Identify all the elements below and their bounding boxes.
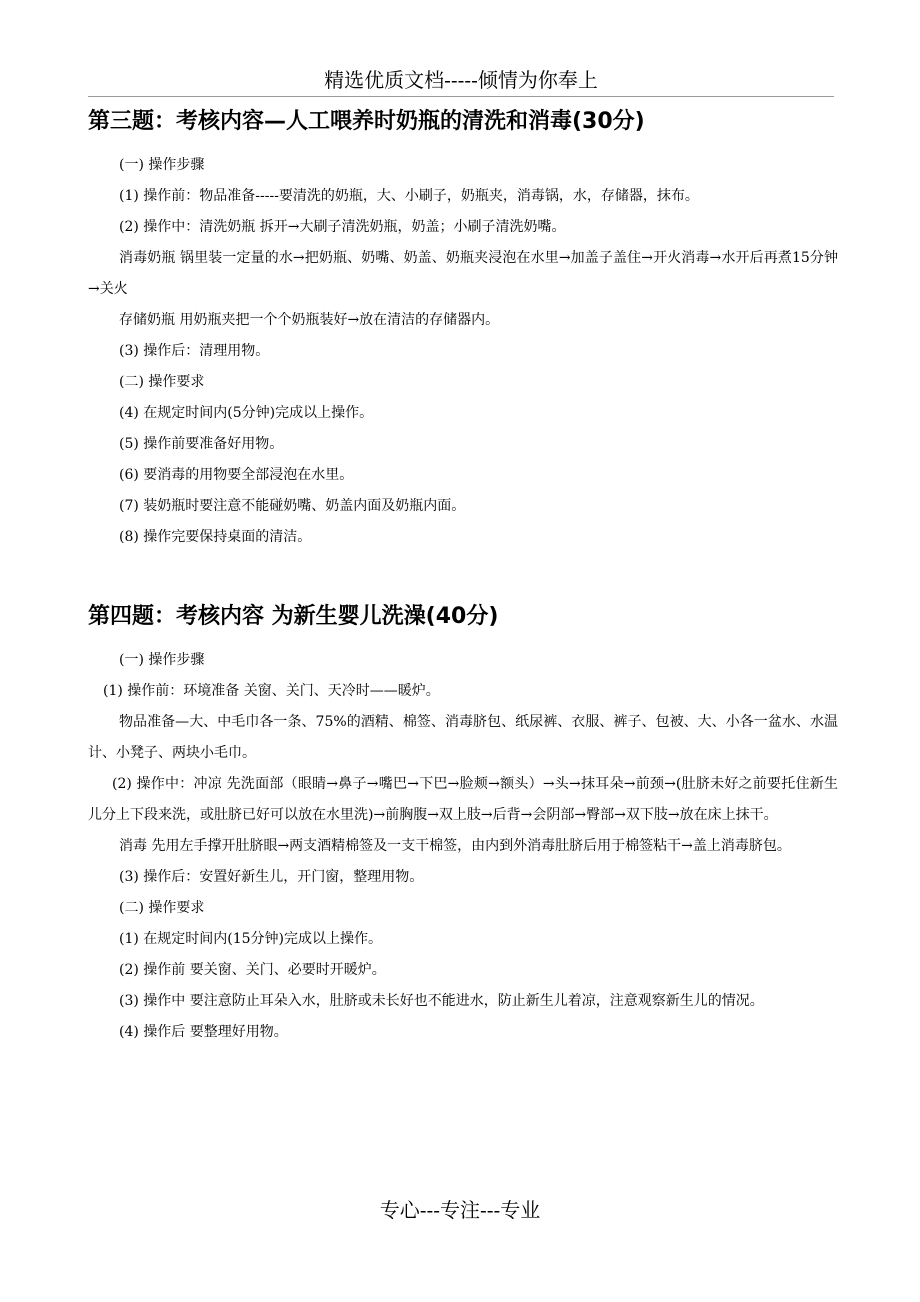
section3-steps-heading: (一) 操作步骤	[119, 157, 205, 173]
section4-disinfect: 消毒 先用左手撑开肚脐眼→两支酒精棉签及一支干棉签，由内到外消毒肚脐后用于棉签粘干→盖上消毒脐包。	[119, 838, 791, 854]
section4-req1: (1) 在规定时间内(15分钟)完成以上操作。	[119, 931, 383, 947]
section3-title: 第三题：考核内容—人工喂养时奶瓶的清洗和消毒(30分)	[88, 109, 645, 134]
section4-title: 第四题：考核内容 为新生婴儿洗澡(40分)	[88, 604, 499, 629]
section3-req5: (5) 操作前要准备好用物。	[119, 436, 284, 452]
section4-req3: (3) 操作中 要注意防止耳朵入水，肚脐或未长好也不能进水，防止新生儿着凉，注意观察新生儿的情况。	[119, 993, 764, 1009]
page-header: 精选优质文档-----倾情为你奉上	[88, 66, 834, 97]
section4-step1: (1) 操作前：环境准备 关窗、关门、天冷时——暖炉。	[103, 683, 440, 699]
section4-req2: (2) 操作前 要关窗、关门、必要时开暖炉。	[119, 962, 386, 978]
section3-store: 存储奶瓶 用奶瓶夹把一个个奶瓶装好→放在清洁的存储器内。	[119, 312, 500, 328]
section3-req7: (7) 装奶瓶时要注意不能碰奶嘴、奶盖内面及奶瓶内面。	[119, 498, 466, 514]
section4-req-heading: (二) 操作要求	[119, 900, 205, 916]
section4-step3: (3) 操作后：安置好新生儿，开门窗，整理用物。	[119, 869, 424, 885]
section3-step2: (2) 操作中：清洗奶瓶 拆开→大刷子清洗奶瓶，奶盖；小刷子清洗奶嘴。	[119, 219, 566, 235]
section3-req-heading: (二) 操作要求	[119, 374, 205, 390]
section3-req4: (4) 在规定时间内(5分钟)完成以上操作。	[119, 405, 374, 421]
section4-steps-heading: (一) 操作步骤	[119, 652, 205, 668]
section4-step2: (2) 操作中：冲凉 先洗面部（眼睛→鼻子→嘴巴→下巴→脸颊→额头）→头→抹耳朵→前颈→(肚脐未好之前要托住新生儿分上下段来洗，或肚脐已好可以放在水里洗)→前胸腹→双上肢→后背→会阴部→臀部→双下肢→放在床上抹干。	[88, 776, 838, 823]
section4-req4: (4) 操作后 要整理好用物。	[119, 1024, 288, 1040]
section3-step1: (1) 操作前：物品准备-----要清洗的奶瓶，大、小刷子，奶瓶夹，消毒锅，水，存储器，抹布。	[119, 188, 699, 204]
section3-req8: (8) 操作完要保持桌面的清洁。	[119, 529, 312, 545]
section3-disinfect: 消毒奶瓶 锅里装一定量的水→把奶瓶、奶嘴、奶盖、奶瓶夹浸泡在水里→加盖子盖住→开火消毒→水开后再煮15分钟→关火	[88, 250, 838, 297]
page-footer: 专心---专注---专业	[379, 1198, 541, 1222]
section3-req6: (6) 要消毒的用物要全部浸泡在水里。	[119, 467, 354, 483]
document-body	[88, 104, 838, 1048]
section3-step3: (3) 操作后：清理用物。	[119, 343, 270, 359]
section4-items: 物品准备—大、中毛巾各一条、75%的酒精、棉签、消毒脐包、纸尿裤、衣服、裤子、包被、大、小各一盆水、水温计、小凳子、两块小毛巾。	[88, 714, 838, 761]
